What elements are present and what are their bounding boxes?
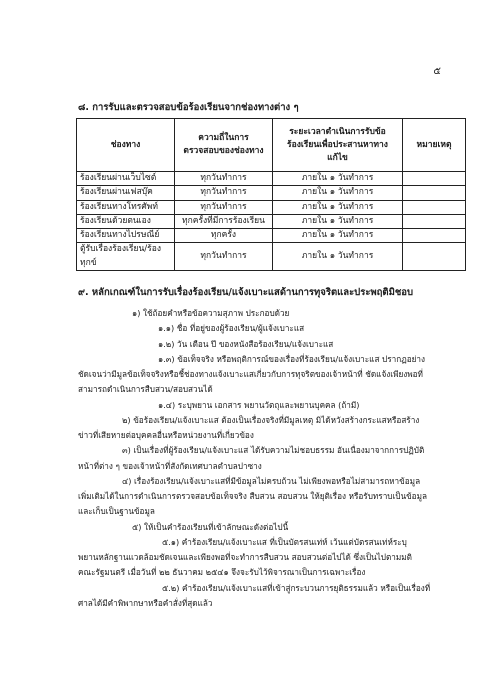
criteria-line: เพิ่มเติมได้ในการดำเนินการตรวจสอบข้อเท็จจริง สืบสวน สอบสวน ให้ยุติเรื่อง หรือรับทราบเป็นข้อมูล — [78, 491, 428, 501]
table-row — [77, 229, 466, 243]
table-row — [77, 172, 466, 186]
criteria-line: ๑) ใช้ถ้อยคำหรือข้อความสุภาพ ประกอบด้วย — [132, 308, 290, 318]
cell-duration: ภายใน ๑ วันทำการ — [273, 186, 403, 200]
cell-duration: ภายใน ๑ วันทำการ — [273, 200, 403, 214]
cell-note — [403, 243, 466, 271]
criteria-line: ๒) ข้อร้องเรียน/แจ้งเบาะแส ต้องเป็นเรื่องจริงที่มีมูลเหตุ มิได้หวังสร้างกระแสหรือสร้าง — [122, 414, 420, 425]
cell-duration: ภายใน ๑ วันทำการ — [273, 229, 403, 243]
criteria-line: ชัดเจนว่ามีมูลข้อเท็จจริงหรือชี้ช่องทางแจ้งเบาะแสเกี่ยวกับการทุจริตของเจ้าหน้าที่ ชัดแจ้งเพียงพอที่ — [78, 369, 423, 379]
section-9-heading: ๙. หลักเกณฑ์ในการรับเรื่องร้องเรียน/แจ้งเบาะแสด้านการทุจริตและประพฤติมิชอบ — [78, 287, 414, 298]
cell-channel: ร้องเรียนผ่านเฟสบุ๊ค — [77, 186, 175, 200]
cell-channel: ตู้รับเรื่องร้องเรียน/ร้องทุกข์ — [77, 243, 175, 271]
page-number: ๕ — [433, 66, 441, 77]
cell-note — [403, 172, 466, 186]
section-9-body — [78, 306, 470, 611]
criteria-line: ๓) เป็นเรื่องที่ผู้ร้องเรียน/แจ้งเบาะแส ได้รับความไม่ชอบธรรม อันเนื่องมาจากการปฏิบัติ — [122, 445, 425, 456]
table-row — [77, 243, 466, 271]
criteria-line: พยานหลักฐานแวดล้อมชัดเจนและเพียงพอที่จะทำการสืบสวน สอบสวนต่อไปได้ ซึ่งเป็นไปตามมติ — [78, 552, 412, 562]
cell-channel: ร้องเรียนทางไปรษณีย์ — [77, 229, 175, 243]
cell-frequency: ทุกวันทำการ — [175, 186, 273, 200]
criteria-line: ๑.๓) ข้อเท็จจริง หรือพฤติการณ์ของเรื่องที่ร้องเรียน/แจ้งเบาะแส ปรากฏอย่าง — [158, 353, 426, 364]
table-row — [77, 186, 466, 200]
cell-frequency: ทุกครั้ง — [175, 229, 273, 243]
criteria-line: สามารถดำเนินการสืบสวน/สอบสวนได้ — [78, 384, 213, 395]
cell-frequency: ทุกวันทำการ — [175, 172, 273, 186]
complaint-channels-table — [76, 118, 466, 271]
cell-frequency: ทุกครั้งที่มีการร้องเรียน — [175, 214, 273, 228]
criteria-line: ๔) เรื่องร้องเรียน/แจ้งเบาะแสที่มีข้อมูลไม่ครบถ้วน ไม่เพียงพอหรือไม่สามารถหาข้อมูล — [122, 475, 421, 486]
header-channel: ช่องทาง — [77, 119, 175, 172]
criteria-line: ๑.๔) ระบุพยาน เอกสาร พยานวัตถุและพยานบุคคล (ถ้ามี) — [158, 399, 360, 410]
cell-channel: ร้องเรียนผ่านเว็บไซต์ — [77, 172, 175, 186]
criteria-line: ๑.๑) ชื่อ ที่อยู่ของผู้ร้องเรียน/ผู้แจ้งเบาะแส — [158, 323, 305, 334]
criteria-line: ๕.๑) คำร้องเรียน/แจ้งเบาะแส ที่เป็นบัตรสนเท่ห์ เว้นแต่บัตรสนเท่ห์ระบุ — [162, 536, 407, 547]
table-row — [77, 200, 466, 214]
table-header-row — [77, 119, 466, 172]
cell-frequency: ทุกวันทำการ — [175, 243, 273, 271]
criteria-line: ๑.๒) วัน เดือน ปี ของหนังสือร้องเรียน/แจ้งเบาะแส — [158, 338, 334, 349]
cell-duration: ภายใน ๑ วันทำการ — [273, 243, 403, 271]
header-frequency: ความถี่ในการ ตรวจสอบของช่องทาง — [175, 119, 273, 172]
criteria-line: ข่าวที่เสียหายต่อบุคคลอื่นหรือหน่วยงานที่เกี่ยวข้อง — [78, 430, 254, 440]
criteria-line: ศาลได้มีคำพิพากษาหรือคำสั่งที่สุดแล้ว — [78, 597, 213, 608]
header-duration: ระยะเวลาดำเนินการรับข้อ ร้องเรียนเพื่อประสานหาทาง แก้ไข — [273, 119, 403, 172]
cell-duration: ภายใน ๑ วันทำการ — [273, 172, 403, 186]
cell-channel: ร้องเรียนทางโทรศัพท์ — [77, 200, 175, 214]
cell-note — [403, 186, 466, 200]
cell-channel: ร้องเรียนด้วยตนเอง — [77, 214, 175, 228]
cell-note — [403, 200, 466, 214]
header-note: หมายเหตุ — [403, 119, 466, 172]
criteria-line: ๕.๒) คำร้องเรียน/แจ้งเบาะแสที่เข้าสู่กระบวนการยุติธรรมแล้ว หรือเป็นเรื่องที่ — [162, 582, 431, 593]
criteria-line: และเก็บเป็นฐานข้อมูล — [78, 506, 155, 517]
cell-note — [403, 229, 466, 243]
criteria-line: หน้าที่ต่าง ๆ ของเจ้าหน้าที่สังกัดเทศบาลตำบลปาซาง — [78, 460, 262, 471]
criteria-line: คณะรัฐมนตรี เมื่อวันที่ ๒๒ ธันวาคม ๒๕๔๑ จึงจะรับไว้พิจารณาเป็นการเฉพาะเรื่อง — [78, 567, 366, 578]
criteria-line: ๕) ให้เป็นคำร้องเรียนที่เข้าลักษณะดังต่อไปนี้ — [132, 521, 289, 532]
section-8-heading: ๘. การรับและตรวจสอบข้อร้องเรียนจากช่องทางต่าง ๆ — [78, 102, 299, 113]
cell-frequency: ทุกวันทำการ — [175, 200, 273, 214]
cell-duration: ภายใน ๑ วันทำการ — [273, 214, 403, 228]
cell-note — [403, 214, 466, 228]
table-row — [77, 214, 466, 228]
